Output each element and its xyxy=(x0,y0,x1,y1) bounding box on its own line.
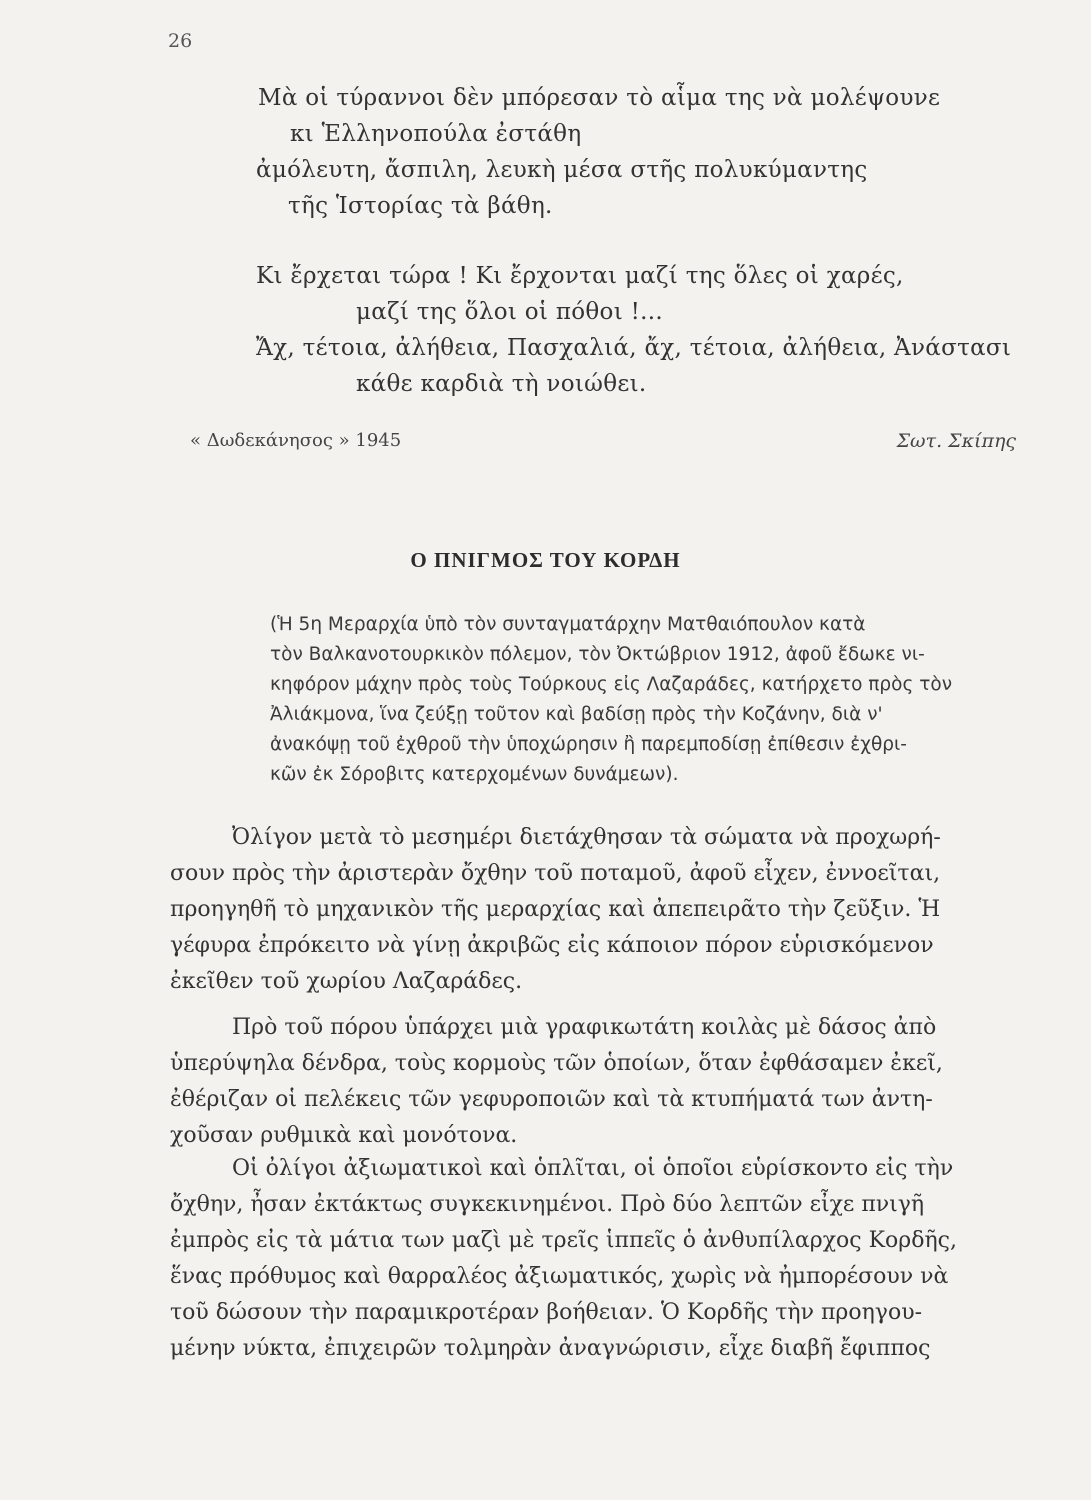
poem-line: Κι ἔρχεται τώρα ! Κι ἔρχονται μαζί της ὅλες οἱ χαρές, xyxy=(256,263,904,289)
body-line: τοῦ δώσουν τὴν παραμικροτέραν βοήθειαν. Ὁ Κορδῆς τὴν προηγου- xyxy=(170,1300,922,1325)
note-line: τὸν Βαλκανοτουρκικὸν πόλεμον, τὸν Ὀκτώβριον 1912, ἀφοῦ ἔδωκε νι- xyxy=(270,644,925,665)
body-line: γέφυρα ἐπρόκειτο νὰ γίνῃ ἀκριβῶς εἰς κάποιον πόρον εὑρισκόμενον xyxy=(170,933,934,958)
poem-line: ἀμόλευτη, ἄσπιλη, λευκὴ μέσα στῆς πολυκύμαντης xyxy=(256,157,868,183)
poem-author: Σωτ. Σκίπης xyxy=(896,430,1016,452)
body-line: ὑπερύψηλα δένδρα, τοὺς κορμοὺς τῶν ὁποίων, ὅταν ἐφθάσαμεν ἐκεῖ, xyxy=(170,1051,943,1076)
body-line: ἕνας πρόθυμος καὶ θαρραλέος ἀξιωματικός, χωρὶς νὰ ἠμπορέσουν νὰ xyxy=(170,1264,949,1289)
article-note xyxy=(270,610,1022,790)
poem-line: κάθε καρδιὰ τὴ νοιώθει. xyxy=(356,371,647,397)
body-line: Ὀλίγον μετὰ τὸ μεσημέρι διετάχθησαν τὰ σώματα νὰ προχωρή- xyxy=(232,825,941,850)
page-number: 26 xyxy=(168,30,193,52)
note-line: (Ἡ 5η Μεραρχία ὑπὸ τὸν συνταγματάρχην Ματθαιόπουλον κατὰ xyxy=(270,614,866,635)
body-line: μένην νύκτα, ἐπιχειρῶν τολμηρὰν ἀναγνώρισιν, εἶχε διαβῆ ἔφιππος xyxy=(170,1336,931,1361)
poem-line: μαζί της ὅλοι οἱ πόθοι !... xyxy=(356,299,664,325)
body-line: χοῦσαν ρυθμικὰ καὶ μονότονα. xyxy=(170,1123,518,1148)
poem-line: Ἄχ, τέτοια, ἀλήθεια, Πασχαλιά, ἄχ, τέτοια, ἀλήθεια, Ἀνάστασι xyxy=(256,335,1012,361)
note-line: κῶν ἐκ Σόροβιτς κατερχομένων δυνάμεων). xyxy=(270,764,679,785)
poem-source: « Δωδεκάνησος » 1945 xyxy=(190,430,402,451)
body-line: Πρὸ τοῦ πόρου ὑπάρχει μιὰ γραφικωτάτη κοιλὰς μὲ δάσος ἀπὸ xyxy=(232,1015,937,1040)
article-title: Ο ΠΝΙΓΜΟΣ ΤΟΥ ΚΟΡΔΗ xyxy=(410,548,681,572)
body-line: Οἱ ὀλίγοι ἀξιωματικοὶ καὶ ὁπλῖται, οἱ ὁποῖοι εὑρίσκοντο εἰς τὴν xyxy=(232,1156,954,1181)
poem-line: τῆς Ἱστορίας τὰ βάθη. xyxy=(288,193,553,219)
note-line: ἀνακόψῃ τοῦ ἐχθροῦ τὴν ὑποχώρησιν ἢ παρεμποδίσῃ ἐπίθεσιν ἐχθρι- xyxy=(270,734,907,755)
poem-line: κι Ἑλληνοπούλα ἐστάθη xyxy=(290,121,582,147)
body-line: ἐθέριζαν οἱ πελέκεις τῶν γεφυροποιῶν καὶ τὰ κτυπήματά των ἀντη- xyxy=(170,1087,933,1112)
body-line: ὄχθην, ἦσαν ἐκτάκτως συγκεκινημένοι. Πρὸ δύο λεπτῶν εἶχε πνιγῆ xyxy=(170,1192,925,1217)
note-line: Ἀλιάκμονα, ἵνα ζεύξῃ τοῦτον καὶ βαδίσῃ πρὸς τὴν Κοζάνην, διὰ ν' xyxy=(270,704,883,725)
body-line: ἐμπρὸς εἰς τὰ μάτια των μαζὶ μὲ τρεῖς ἱππεῖς ὁ ἀνθυπίλαρχος Κορδῆς, xyxy=(170,1228,957,1253)
note-line: κηφόρον μάχην πρὸς τοὺς Τούρκους εἰς Λαζαράδες, κατήρχετο πρὸς τὸν xyxy=(270,674,953,695)
body-line: ἐκεῖθεν τοῦ χωρίου Λαζαράδες. xyxy=(170,969,523,994)
body-line: προηγηθῆ τὸ μηχανικὸν τῆς μεραρχίας καὶ ἀπεπειρᾶτο τὴν ζεῦξιν. Ἡ xyxy=(170,897,941,922)
poem-signature xyxy=(0,430,1091,460)
body-line: σουν πρὸς τὴν ἀριστερὰν ὄχθην τοῦ ποταμοῦ, ἀφοῦ εἶχεν, ἐννοεῖται, xyxy=(170,861,941,886)
poem-line: Μὰ οἱ τύραννοι δὲν μπόρεσαν τὸ αἷμα της νὰ μολέψουνε xyxy=(258,85,941,111)
